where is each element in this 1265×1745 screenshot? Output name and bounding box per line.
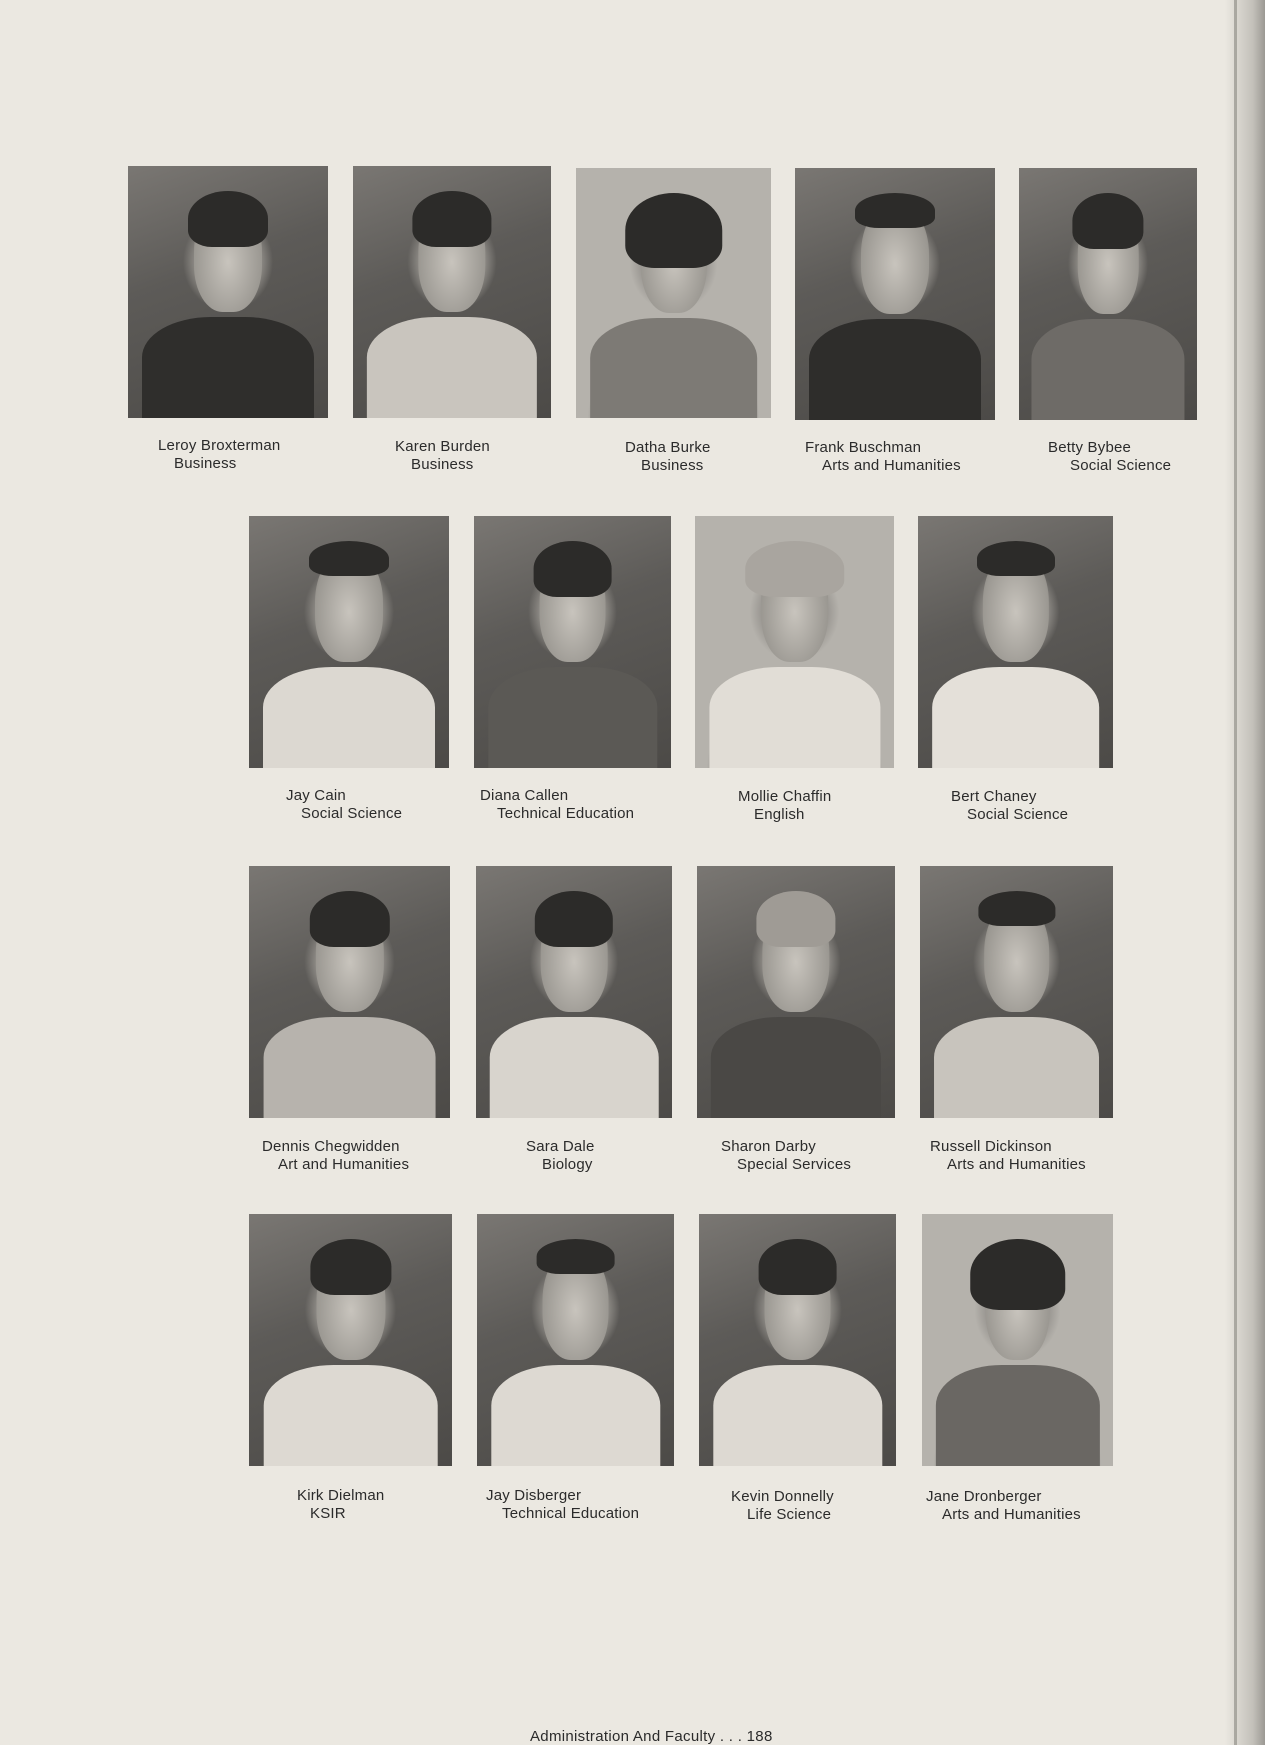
faculty-name: Diana Callen xyxy=(480,787,569,804)
portrait-photo xyxy=(474,516,671,768)
portrait-photo xyxy=(477,1214,674,1466)
faculty-department: Arts and Humanities xyxy=(822,457,961,474)
portrait-photo xyxy=(1019,168,1197,420)
page-footer: Administration And Faculty . . . 188 xyxy=(530,1728,773,1745)
faculty-caption xyxy=(486,1487,639,1523)
faculty-name: Jay Cain xyxy=(286,787,346,804)
faculty-name: Sara Dale xyxy=(526,1138,595,1155)
faculty-caption xyxy=(805,439,961,475)
faculty-name: Bert Chaney xyxy=(951,788,1037,805)
faculty-name: Datha Burke xyxy=(625,439,711,456)
portrait-photo xyxy=(249,866,450,1118)
faculty-name: Russell Dickinson xyxy=(930,1138,1052,1155)
faculty-department: Business xyxy=(641,457,704,474)
faculty-name: Jay Disberger xyxy=(486,1487,582,1504)
faculty-caption xyxy=(731,1488,834,1524)
portrait-photo xyxy=(699,1214,896,1466)
faculty-department: Technical Education xyxy=(497,805,635,822)
portrait-photo xyxy=(918,516,1113,768)
portrait-photo xyxy=(922,1214,1113,1466)
faculty-department: Technical Education xyxy=(502,1505,640,1522)
faculty-caption xyxy=(930,1138,1086,1174)
faculty-caption xyxy=(738,788,831,824)
portrait-photo xyxy=(920,866,1113,1118)
faculty-caption xyxy=(158,437,280,473)
faculty-caption xyxy=(1048,439,1171,475)
faculty-caption xyxy=(926,1488,1081,1524)
faculty-caption xyxy=(625,439,711,475)
portrait-photo xyxy=(576,168,771,418)
faculty-department: Arts and Humanities xyxy=(942,1506,1081,1523)
faculty-name: Frank Buschman xyxy=(805,439,922,456)
faculty-caption xyxy=(286,787,402,823)
portrait-photo xyxy=(128,166,328,418)
faculty-name: Sharon Darby xyxy=(721,1138,816,1155)
faculty-caption xyxy=(721,1138,851,1174)
faculty-department: Special Services xyxy=(737,1156,852,1173)
faculty-department: Social Science xyxy=(967,806,1069,823)
portrait-photo xyxy=(476,866,672,1118)
faculty-department: Biology xyxy=(542,1156,593,1173)
faculty-department: Business xyxy=(411,456,474,473)
faculty-name: Leroy Broxterman xyxy=(158,437,281,454)
faculty-caption xyxy=(526,1138,595,1174)
faculty-caption xyxy=(262,1138,409,1174)
faculty-name: Betty Bybee xyxy=(1048,439,1132,456)
faculty-department: Social Science xyxy=(301,805,403,822)
portrait-photo xyxy=(249,516,449,768)
faculty-department: Art and Humanities xyxy=(278,1156,410,1173)
faculty-department: Social Science xyxy=(1070,457,1172,474)
faculty-caption xyxy=(951,788,1068,824)
faculty-department: English xyxy=(754,806,805,823)
faculty-name: Kevin Donnelly xyxy=(731,1488,834,1505)
portrait-photo xyxy=(249,1214,452,1466)
faculty-name: Dennis Chegwidden xyxy=(262,1138,400,1155)
page-edge-shadow xyxy=(1225,0,1265,1745)
faculty-department: Life Science xyxy=(747,1506,832,1523)
portrait-photo xyxy=(695,516,894,768)
portrait-photo xyxy=(697,866,895,1118)
faculty-department: KSIR xyxy=(310,1505,346,1522)
faculty-name: Mollie Chaffin xyxy=(738,788,832,805)
faculty-name: Karen Burden xyxy=(395,438,490,455)
faculty-caption xyxy=(297,1487,384,1523)
faculty-name: Jane Dronberger xyxy=(926,1488,1042,1505)
portrait-photo xyxy=(353,166,551,418)
faculty-caption xyxy=(395,438,490,474)
faculty-caption xyxy=(480,787,634,823)
faculty-department: Business xyxy=(174,455,237,472)
portrait-photo xyxy=(795,168,995,420)
faculty-department: Arts and Humanities xyxy=(947,1156,1086,1173)
faculty-name: Kirk Dielman xyxy=(297,1487,385,1504)
